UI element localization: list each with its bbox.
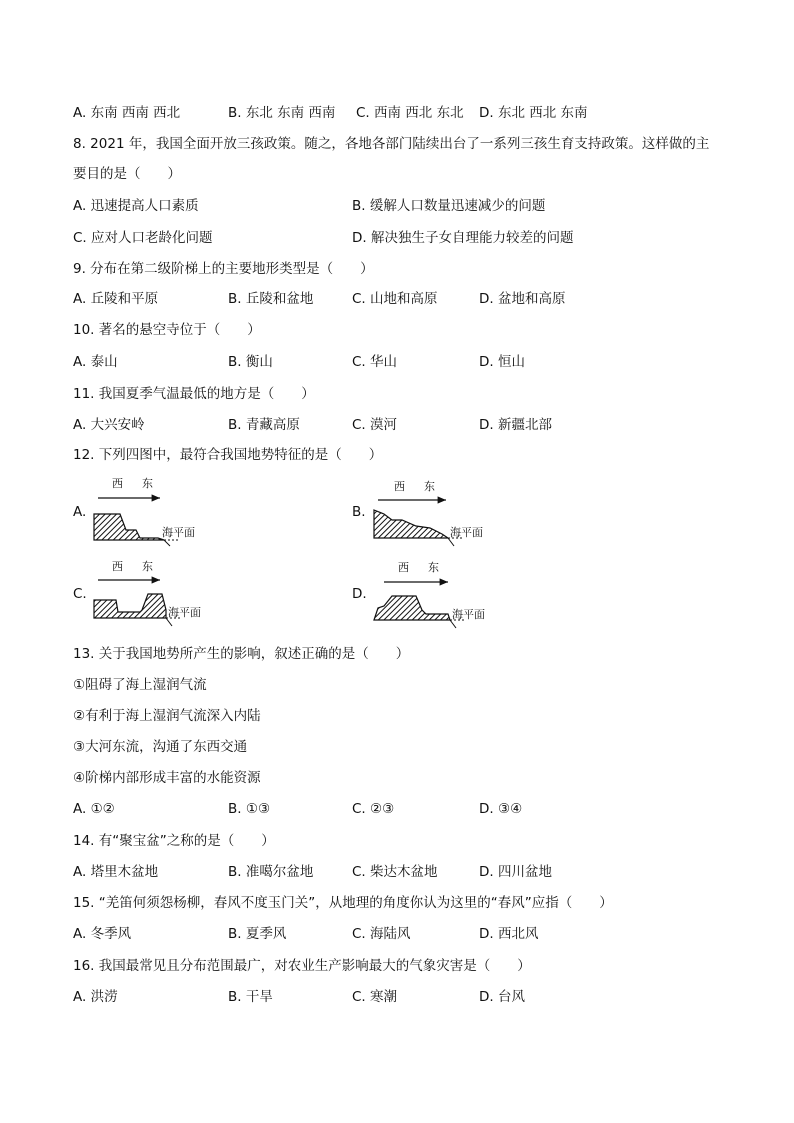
west-label: 西 — [112, 560, 123, 573]
q12-diagram-a[interactable] — [88, 474, 218, 554]
q13-item-3: ③大河东流，沟通了东西交通 — [73, 739, 248, 755]
q13-option-d[interactable]: D. ③④ — [479, 801, 523, 817]
q11-option-a[interactable]: A. 大兴安岭 — [73, 417, 145, 433]
q11-option-b[interactable]: B. 青藏高原 — [228, 417, 300, 433]
q11-option-d[interactable]: D. 新疆北部 — [479, 417, 552, 433]
q11-option-c[interactable]: C. 漠河 — [352, 417, 398, 433]
q8-stem-line1: 8. 2021 年，我国全面开放三孩政策。随之，各地各部门陆续出台了一系列三孩生育支持政策。这样做的主 — [73, 136, 710, 152]
q15-option-a[interactable]: A. 冬季风 — [73, 926, 132, 942]
q16-option-c[interactable]: C. 寒潮 — [352, 989, 398, 1005]
q12-option-d-letter[interactable]: D. — [352, 586, 367, 602]
q8-option-b[interactable]: B. 缓解人口数量迅速减少的问题 — [352, 198, 546, 214]
q15-stem: 15. “羌笛何须怨杨柳，春风不度玉门关”，从地理的角度你认为这里的“春风”应指（ ） — [73, 895, 613, 911]
q12-diagram-b[interactable] — [368, 474, 498, 554]
q8-option-c[interactable]: C. 应对人口老龄化问题 — [73, 230, 213, 246]
q16-stem: 16. 我国最常见且分布范围最广，对农业生产影响最大的气象灾害是（ ） — [73, 958, 531, 974]
q15-option-b[interactable]: B. 夏季风 — [228, 926, 287, 942]
east-label: 东 — [424, 480, 435, 493]
terrain-profile — [374, 510, 448, 538]
q12-option-c-letter[interactable]: C. — [73, 586, 87, 602]
sea-level-label: 海平面 — [452, 608, 485, 621]
q10-stem: 10. 著名的悬空寺位于（ ） — [73, 322, 261, 338]
q10-option-b[interactable]: B. 衡山 — [228, 354, 273, 370]
q8-stem-line2: 要目的是（ ） — [73, 166, 181, 182]
west-label: 西 — [398, 561, 409, 574]
q12-diagram-d[interactable] — [368, 556, 498, 636]
q10-option-a[interactable]: A. 泰山 — [73, 354, 118, 370]
prev-option-c[interactable]: C. 西南 西北 东北 — [356, 105, 464, 121]
q12-stem: 12. 下列四图中，最符合我国地势特征的是（ ） — [73, 447, 383, 463]
q9-option-a[interactable]: A. 丘陵和平原 — [73, 291, 159, 307]
q13-stem: 13. 关于我国地势所产生的影响，叙述正确的是（ ） — [73, 646, 410, 662]
west-label: 西 — [394, 480, 405, 493]
q12-option-b-letter[interactable]: B. — [352, 504, 366, 520]
terrain-profile — [94, 514, 164, 540]
q14-stem: 14. 有“聚宝盆”之称的是（ ） — [73, 833, 275, 849]
terrain-profile — [374, 596, 450, 620]
prev-option-d[interactable]: D. 东北 西北 东南 — [479, 105, 588, 121]
q8-option-a[interactable]: A. 迅速提高人口素质 — [73, 198, 199, 214]
sea-level-label: 海平面 — [450, 526, 483, 539]
q9-option-d[interactable]: D. 盆地和高原 — [479, 291, 566, 307]
q10-option-c[interactable]: C. 华山 — [352, 354, 398, 370]
q14-option-d[interactable]: D. 四川盆地 — [479, 864, 552, 880]
q14-option-b[interactable]: B. 准噶尔盆地 — [228, 864, 314, 880]
q12-option-a-letter[interactable]: A. — [73, 504, 87, 520]
sea-level-label: 海平面 — [168, 606, 201, 619]
east-label: 东 — [428, 561, 439, 574]
q13-option-c[interactable]: C. ②③ — [352, 801, 395, 817]
q13-option-a[interactable]: A. ①② — [73, 801, 115, 817]
east-label: 东 — [142, 560, 153, 573]
q13-item-2: ②有利于海上湿润气流深入内陆 — [73, 708, 261, 724]
west-label: 西 — [112, 477, 123, 490]
q16-option-b[interactable]: B. 干旱 — [228, 989, 273, 1005]
q15-option-c[interactable]: C. 海陆风 — [352, 926, 411, 942]
q13-option-b[interactable]: B. ①③ — [228, 801, 271, 817]
q16-option-d[interactable]: D. 台风 — [479, 989, 525, 1005]
q14-option-a[interactable]: A. 塔里木盆地 — [73, 864, 159, 880]
prev-option-b[interactable]: B. 东北 东南 西南 — [228, 105, 336, 121]
q14-option-c[interactable]: C. 柴达木盆地 — [352, 864, 438, 880]
q10-option-d[interactable]: D. 恒山 — [479, 354, 525, 370]
terrain-profile — [94, 594, 166, 618]
sea-level-label: 海平面 — [162, 526, 195, 539]
q12-diagram-c[interactable] — [88, 556, 218, 636]
q8-option-d[interactable]: D. 解决独生子女自理能力较差的问题 — [352, 230, 574, 246]
prev-option-a[interactable]: A. 东南 西南 西北 — [73, 105, 181, 121]
q15-option-d[interactable]: D. 西北风 — [479, 926, 539, 942]
q9-stem: 9. 分布在第二级阶梯上的主要地形类型是（ ） — [73, 261, 374, 277]
q11-stem: 11. 我国夏季气温最低的地方是（ ） — [73, 386, 315, 402]
east-label: 东 — [142, 477, 153, 490]
q9-option-b[interactable]: B. 丘陵和盆地 — [228, 291, 314, 307]
q16-option-a[interactable]: A. 洪涝 — [73, 989, 118, 1005]
q13-item-1: ①阻碍了海上湿润气流 — [73, 677, 207, 693]
q13-item-4: ④阶梯内部形成丰富的水能资源 — [73, 770, 261, 786]
q9-option-c[interactable]: C. 山地和高原 — [352, 291, 438, 307]
